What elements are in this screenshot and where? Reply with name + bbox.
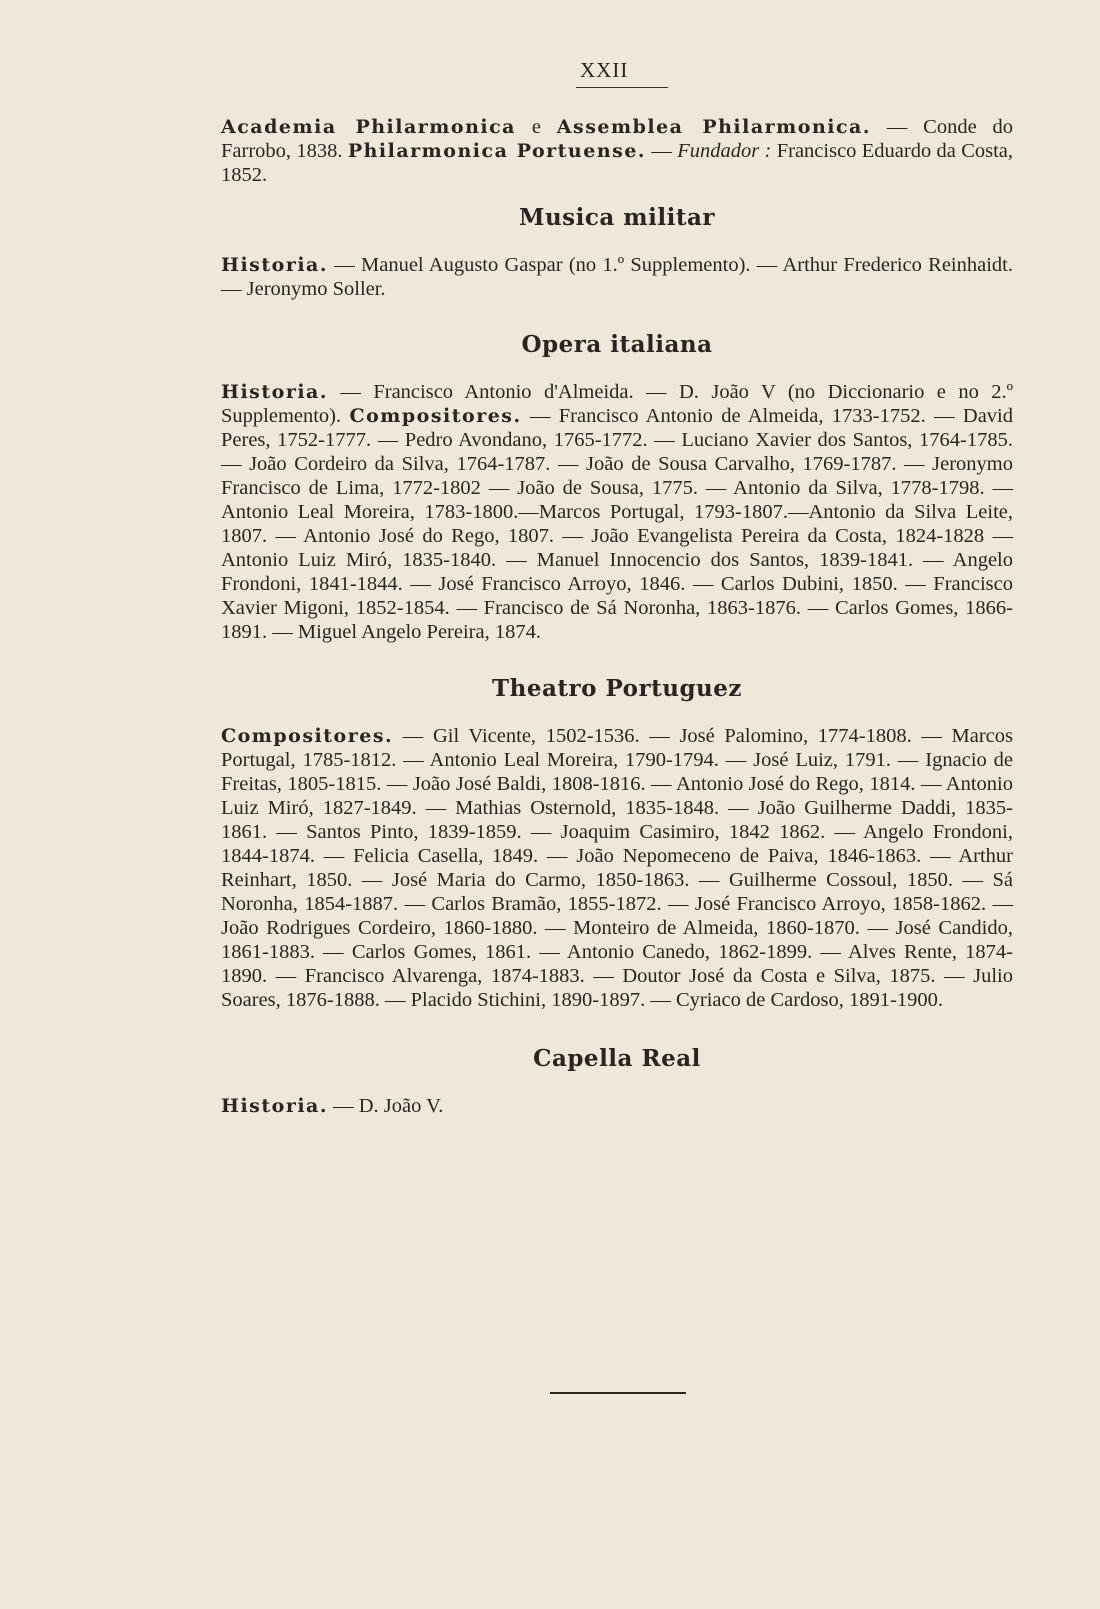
intro-keyword-portuense: Philarmonica Portuense. — [347, 140, 647, 162]
musica-militar-keyword: Historia. — [221, 254, 328, 276]
header-rule — [576, 87, 668, 88]
intro-conjunction: e — [516, 116, 557, 138]
intro-text-3: Francisco Eduardo da Costa, 1852. — [221, 140, 1014, 186]
section-heading-theatro-portuguez: Theatro Portuguez — [492, 675, 742, 702]
capella-historia-keyword: Historia. — [221, 1095, 328, 1117]
capella-historia-text: — D. João V. — [327, 1095, 444, 1117]
theatro-compositores-text: — Gil Vicente, 1502-1536. — José Palomino, 1774-1808. — Marcos Portugal, 1785-1812. — Antonio Leal Moreira, 1790-1794. — José Luiz, 1791. — Ignacio de Freitas, 1805-1815. — João José Baldi, 1808-1816. — Antonio José do Rego, 1814. — Antonio Luiz Miró, 1827-1849. — Mathias Osternold, 1835-1848. — João Guilherme Daddi, 1835-1861. — Santos Pinto, 1839-1859. — Joaquim Casimiro, 1842 1862. — Angelo Frondoni, 1844-1874. — Felicia Casella, 1849. — João Nepomeceno de Paiva, 1846-1863. — Arthur Reinhart, 1850. — José Maria do Carmo, 1850-1863. — Guilherme Cossoul, 1850. — Sá Noronha, 1854-1887. — Carlos Bramão, 1855-1872. — José Francisco Arroyo, 1858-1862. — João Rodrigues Cordeiro, 1860-1880. — Monteiro de Almeida, 1860-1870. — José Candido, 1861-1883. — Carlos Gomes, 1861. — Antonio Canedo, 1862-1899. — Alves Rente, 1874-1890. — Francisco Alvarenga, 1874-1883. — Doutor José da Costa e Silva, 1875. — Julio Soares, 1876-1888. — Placido Stichini, 1890-1897. — Cyriaco de Cardoso, 1891-1900. — [221, 725, 1013, 1011]
intro-role: Fundador : — [677, 140, 772, 162]
opera-italiana-paragraph — [221, 380, 1013, 644]
section-heading-opera-italiana: Opera italiana — [521, 331, 713, 358]
musica-militar-paragraph — [221, 253, 1013, 301]
opera-compositores-text: — Francisco Antonio de Almeida, 1733-1752. — David Peres, 1752-1777. — Pedro Avondano, 1765-1772. — Luciano Xavier dos Santos, 1764-1785. — João Cordeiro da Silva, 1764-1787. — João de Sousa Carvalho, 1769-1787. — Jeronymo Francisco de Lima, 1772-1802 — João de Sousa, 1775. — Antonio da Silva, 1778-1798. — Antonio Leal Moreira, 1783-1800.—Marcos Portugal, 1793-1807.—Antonio da Silva Leite, 1807. — Antonio José do Rego, 1807. — João Evangelista Pereira da Costa, 1824-1828 — Antonio Luiz Miró, 1835-1840. — Manuel Innocencio dos Santos, 1839-1841. — Angelo Frondoni, 1841-1844. — José Francisco Arroyo, 1846. — Carlos Dubini, 1850. — Francisco Xavier Migoni, 1852-1854. — Francisco de Sá Noronha, 1863-1876. — Carlos Gomes, 1866-1891. — Miguel Angelo Pereira, 1874. — [221, 405, 1013, 643]
opera-historia-keyword: Historia. — [221, 381, 328, 403]
intro-text-1: — Conde do Farrobo, 1838. — [221, 116, 1013, 162]
intro-paragraph — [221, 115, 1013, 187]
opera-historia-text: — Francisco Antonio d'Almeida. — D. João V (no Diccionario e no 2.º Supplemento). — [221, 381, 1013, 427]
capella-real-paragraph — [221, 1094, 1013, 1118]
intro-text-2: — — [646, 140, 678, 162]
intro-keyword-academia: Academia Philarmonica — [221, 116, 516, 138]
intro-keyword-assemblea: Assemblea Philarmonica. — [556, 116, 871, 138]
section-heading-capella-real: Capella Real — [533, 1045, 701, 1072]
theatro-portuguez-paragraph — [221, 724, 1013, 1012]
page-content — [221, 115, 1013, 1118]
end-rule — [550, 1392, 686, 1394]
page-number: XXII — [580, 58, 629, 82]
section-heading-musica-militar: Musica militar — [519, 204, 715, 231]
theatro-compositores-keyword: Compositores. — [221, 725, 394, 747]
opera-compositores-keyword: Compositores. — [349, 405, 522, 427]
musica-militar-text: — Manuel Augusto Gaspar (no 1.º Supplemento). — Arthur Frederico Reinhaidt. — Jeronymo Soller. — [221, 254, 1013, 300]
